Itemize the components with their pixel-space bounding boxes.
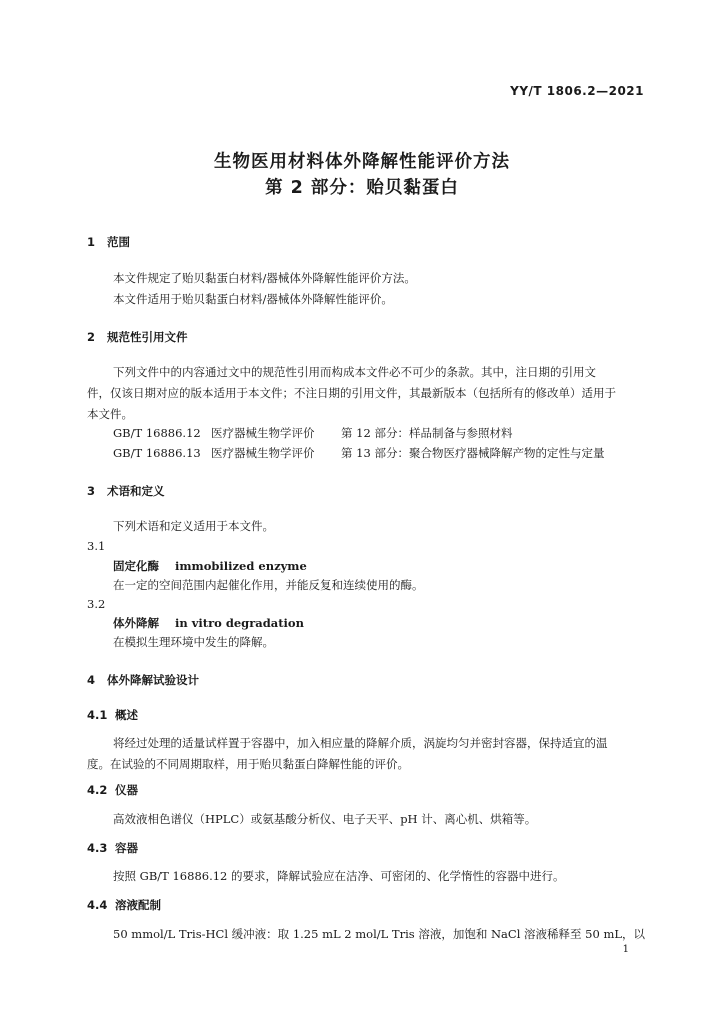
subsection-title: 仪器 [115,783,138,797]
section-title: 范围 [107,235,130,249]
paragraph: 下列术语和定义适用于本文件。 [113,519,274,533]
subsection-number: 4.3 [87,841,108,855]
section-title: 规范性引用文件 [107,330,188,344]
section-3-heading [87,483,165,499]
subsection-number: 4.2 [87,783,108,797]
document-title: 生物医用材料体外降解性能评价方法 [214,152,510,172]
term-entry [113,558,307,574]
term-english: immobilized enzyme [175,559,307,573]
term-entry [113,615,304,631]
subsection-title: 溶液配制 [115,898,161,912]
section-number: 4 [87,673,96,687]
section-number: 3 [87,484,96,498]
term-number: 3.1 [87,539,106,553]
subsection-number: 4.4 [87,898,108,912]
reference-code: GB/T 16886.12 [113,426,201,440]
term-english: in vitro degradation [175,616,304,630]
paragraph-line: 度。在试验的不同周期取样，用于贻贝黏蛋白降解性能的评价。 [87,757,409,771]
term-number: 3.2 [87,597,106,611]
paragraph: 本文件规定了贻贝黏蛋白材料/器械体外降解性能评价方法。 [113,271,416,285]
paragraph: 按照 GB/T 16886.12 的要求，降解试验应在洁净、可密闭的、化学惰性的容器中进行。 [113,869,565,883]
subsection-4-3-heading [87,840,138,856]
term-chinese: 固定化酶 [113,559,159,573]
paragraph: 高效液相色谱仪（HPLC）或氨基酸分析仪、电子天平、pH 计、离心机、烘箱等。 [113,812,537,826]
term-definition: 在一定的空间范围内起催化作用，并能反复和连续使用的酶。 [113,578,424,592]
section-title: 术语和定义 [107,484,165,498]
subsection-4-2-heading [87,782,138,798]
reference-part: 第 12 部分：样品制备与参照材料 [341,426,513,440]
reference-name: 医疗器械生物学评价 [211,426,315,440]
term-chinese: 体外降解 [113,616,159,630]
subsection-title: 概述 [115,708,138,722]
paragraph: 本文件适用于贻贝黏蛋白材料/器械体外降解性能评价。 [113,292,393,306]
reference-part: 第 13 部分：聚合物医疗器械降解产物的定性与定量 [341,446,605,460]
paragraph-line: 将经过处理的适量试样置于容器中，加入相应量的降解介质，涡旋均匀并密封容器，保持适宜的温 [113,736,608,750]
page-number: 1 [622,944,629,955]
section-2-heading [87,329,188,345]
term-definition: 在模拟生理环境中发生的降解。 [113,635,274,649]
paragraph-line: 50 mmol/L Tris-HCl 缓冲液：取 1.25 mL 2 mol/L Tris 溶液，加饱和 NaCl 溶液稀释至 50 mL，以 [113,927,646,941]
subsection-title: 容器 [115,841,138,855]
section-4-heading [87,672,199,688]
reference-name: 医疗器械生物学评价 [211,446,315,460]
normative-reference [113,425,512,441]
subsection-4-4-heading [87,897,161,913]
document-subtitle: 第 2 部分：贻贝黏蛋白 [265,178,459,198]
subsection-number: 4.1 [87,708,108,722]
reference-code: GB/T 16886.13 [113,446,201,460]
paragraph-line: 件，仅该日期对应的版本适用于本文件；不注日期的引用文件，其最新版本（包括所有的修改单）适用于 [87,386,616,400]
paragraph-line: 下列文件中的内容通过文中的规范性引用而构成本文件必不可少的条款。其中，注日期的引用文 [113,365,596,379]
section-number: 2 [87,330,96,344]
section-number: 1 [87,235,96,249]
normative-reference [113,445,604,461]
section-title: 体外降解试验设计 [107,673,199,687]
standard-number: YY/T 1806.2—2021 [510,84,644,98]
subsection-4-1-heading [87,707,138,723]
section-1-heading [87,234,130,250]
paragraph-line: 本文件。 [87,407,133,421]
